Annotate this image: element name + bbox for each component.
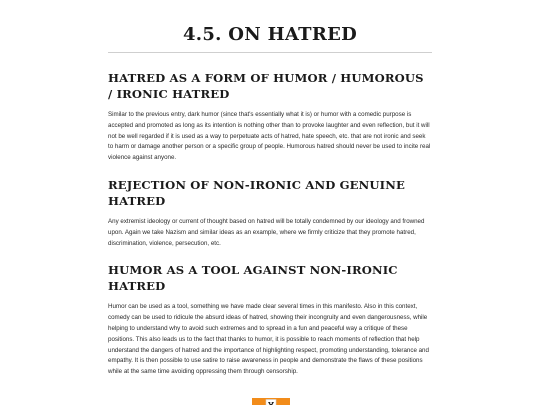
title-divider: [108, 52, 432, 53]
section-paragraph: Any extremist ideology or current of thought based on hatred will be totally condemned by our ideology and frowned upon. Again we take Nazism and similar ideas as an example, where we firmly criticize that they promote hatred, discrimination, violence, persecution, etc.: [108, 217, 425, 247]
section-paragraph: Humor can be used as a tool, something we have made clear several times in this manifesto. Also in this context, comedy can be used to ridicule the absurd ideas of hatred, showing their incongruity and even dangerousness, while helping to understand why to avoid such extremes and to spread in a fun and peaceful way a critique of these positions. This also leads us to the fact that thanks to humor, it is possible to reach moments of reflection that help understand the dangers of hatred and the importance of highlighting respect, promoting understanding, tolerance and empathy. It is then possible to use satire to raise awareness in people and demonstrate the flaws of these positions while at the same time avoiding oppressing them through censorship.: [108, 303, 429, 376]
section-heading: HUMOR AS A TOOL AGAINST NON-IRONIC HATRED: [108, 263, 398, 294]
section-paragraph: Similar to the previous entry, dark humor (since that's essentially what it is) or humor with a comedic purpose is accepted and promoted as long as its intention is nothing other than to provoke laughter and even reflection, but it will not be well regarded if it is used as a way to perpetuate acts of hatred, hate speech, etc. that are not ironic and seek to harm or damage another person or a specific group of people. Humorous hatred should never be used to incite real violence against anyone.: [108, 111, 431, 162]
flag-emblem-icon: [252, 397, 290, 405]
section-heading: HATRED AS A FORM OF HUMOR / HUMOROUS / IRONIC HATRED: [108, 71, 424, 101]
page-title: 4.5. ON HATRED: [182, 24, 358, 45]
section-rejection-of-hatred: [108, 177, 432, 249]
section-humorous-hatred: [108, 70, 432, 164]
section-humor-as-tool: [108, 262, 432, 378]
document-content: [108, 24, 432, 378]
section-heading: REJECTION OF NON-IRONIC AND GENUINE HATRED: [108, 177, 405, 208]
